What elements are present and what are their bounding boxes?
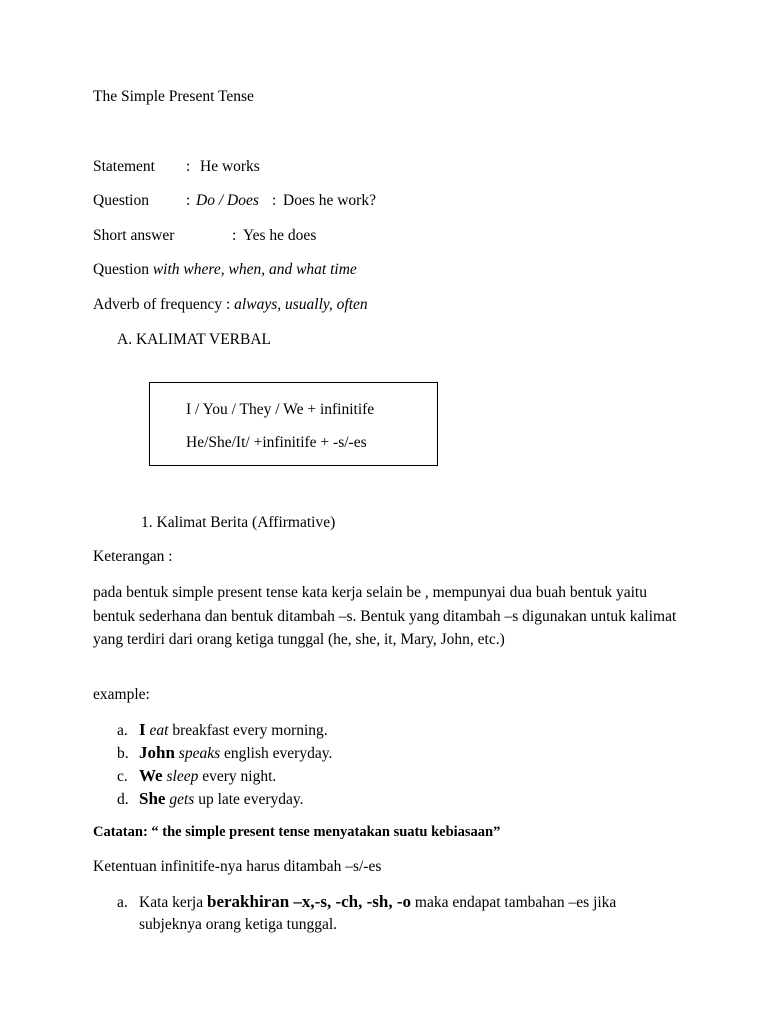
example-verb: sleep bbox=[166, 768, 199, 785]
example-item bbox=[117, 766, 276, 786]
adverb-label: Adverb of frequency : bbox=[93, 296, 231, 313]
example-letter: c. bbox=[117, 768, 128, 785]
rule-post: maka endapat tambahan –es jika bbox=[414, 894, 617, 911]
example-subject: John bbox=[139, 743, 175, 762]
example-subject: She bbox=[139, 789, 166, 808]
question-value: Does he work? bbox=[283, 192, 376, 209]
example-verb: speaks bbox=[178, 745, 221, 762]
example-verb: gets bbox=[169, 791, 195, 808]
example-subject: I bbox=[139, 720, 146, 739]
example-rest: up late everyday. bbox=[198, 791, 304, 808]
catatan-label: Catatan: bbox=[93, 824, 148, 840]
rule-item-a-continued: subjeknya orang ketiga tunggal. bbox=[139, 916, 338, 933]
formula-box bbox=[149, 382, 438, 466]
question-sep: : bbox=[186, 192, 191, 209]
rule-item-a bbox=[117, 892, 616, 912]
example-rest: english everyday. bbox=[224, 745, 333, 762]
question-do-does: Do / Does bbox=[196, 192, 259, 209]
formula-line-2: He/She/It/ +infinitife + -s/-es bbox=[186, 434, 367, 451]
example-verb: eat bbox=[149, 722, 169, 739]
example-item bbox=[117, 743, 332, 763]
example-letter: a. bbox=[117, 722, 128, 739]
example-letter: b. bbox=[117, 745, 129, 762]
section-heading: A. KALIMAT VERBAL bbox=[117, 331, 272, 348]
example-label: example: bbox=[93, 686, 150, 703]
list-item-1: 1. Kalimat Berita (Affirmative) bbox=[141, 514, 336, 531]
short-answer-sep: : bbox=[232, 227, 237, 244]
question-label: Question bbox=[93, 192, 149, 209]
adverb-row bbox=[93, 296, 368, 314]
ketentuan-text: Ketentuan infinitife-nya harus ditambah –s/-es bbox=[93, 858, 382, 875]
description-paragraph: pada bentuk simple present tense kata kerja selain be , mempunyai dua buah bentuk yaitu bentuk sederhana dan bentuk ditambah –s. Bentuk yang ditambah –s digunakan untuk kalimat yang terdiri dari orang ketiga tunggal (he, she, it, Mary, John, etc.) bbox=[93, 584, 677, 648]
statement-value: He works bbox=[200, 158, 260, 175]
page-title: The Simple Present Tense bbox=[93, 88, 254, 105]
example-item bbox=[117, 720, 328, 740]
question-wh-label: Question bbox=[93, 261, 149, 278]
statement-label: Statement bbox=[93, 158, 155, 175]
catatan-row bbox=[93, 824, 500, 841]
adverb-values: always, usually, often bbox=[234, 296, 368, 313]
question-sep2: : bbox=[272, 192, 277, 209]
statement-sep: : bbox=[186, 158, 191, 175]
question-wh-text: with where, when, and what time bbox=[152, 261, 357, 278]
rule-bold: berakhiran –x,-s, -ch, -sh, -o bbox=[207, 892, 412, 911]
example-rest: every night. bbox=[202, 768, 277, 785]
question-wh-row bbox=[93, 261, 357, 279]
catatan-text: “ the simple present tense menyatakan suatu kebiasaan” bbox=[151, 824, 501, 840]
formula-line-1: I / You / They / We + infinitife bbox=[186, 401, 375, 418]
keterangan-label: Keterangan : bbox=[93, 548, 173, 565]
example-rest: breakfast every morning. bbox=[172, 722, 328, 739]
short-answer-value: Yes he does bbox=[243, 227, 317, 244]
example-item bbox=[117, 789, 303, 809]
example-letter: d. bbox=[117, 791, 129, 808]
short-answer-label: Short answer bbox=[93, 227, 175, 244]
rule-pre: Kata kerja bbox=[139, 894, 204, 911]
rule-letter: a. bbox=[117, 894, 128, 911]
example-subject: We bbox=[139, 766, 163, 785]
